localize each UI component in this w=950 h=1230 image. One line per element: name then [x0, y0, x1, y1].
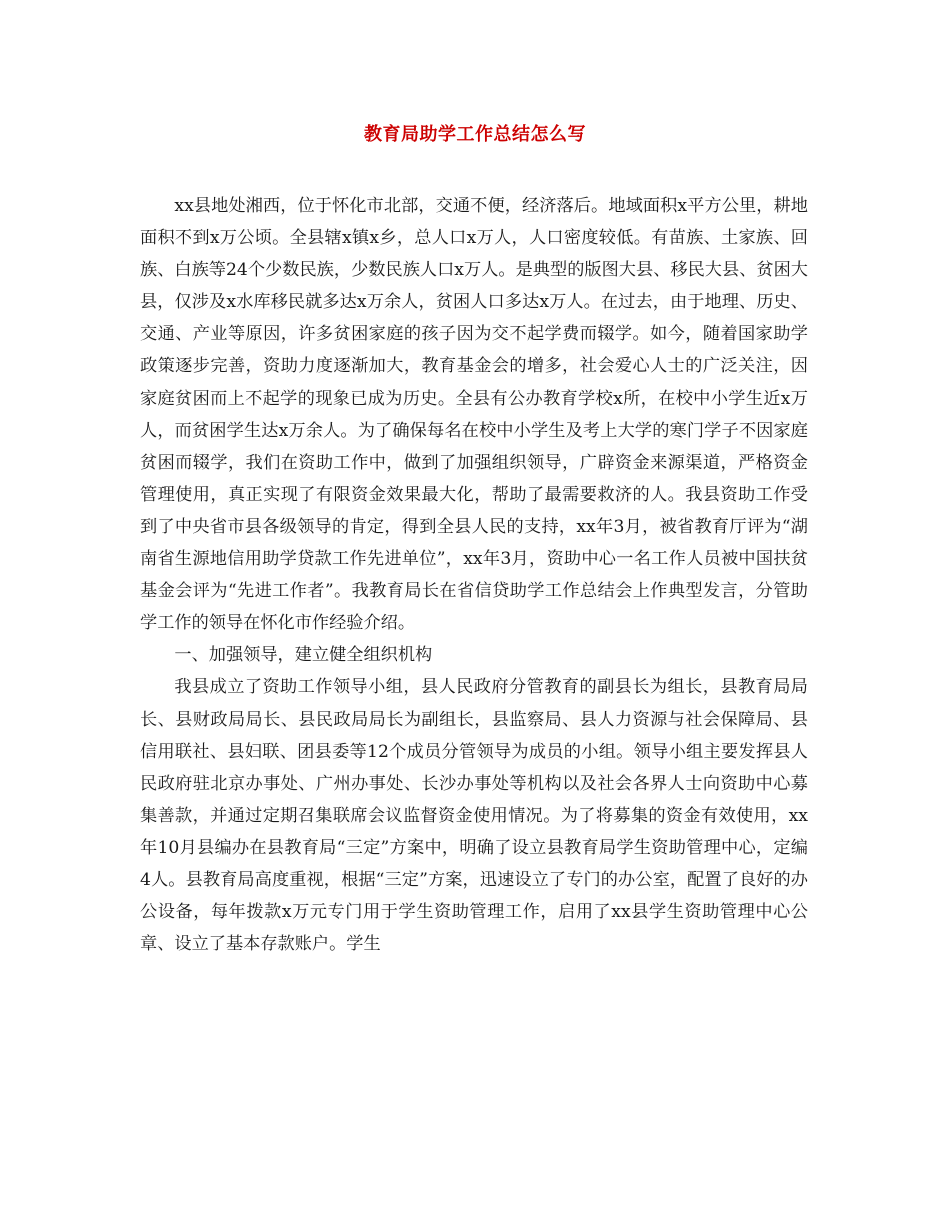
body-paragraph-intro: xx县地处湘西，位于怀化市北部，交通不便，经济落后。地域面积x平方公里，耕地面积不到x万公顷。全县辖x镇x乡，总人口x万人，人口密度较低。有苗族、土家族、回族、白族等24个少数民族，少数民族人口x万人。是典型的版图大县、移民大县、贫困大县，仅涉及x水库移民就多达x万余人，贫困人口多达x万人。在过去，由于地理、历史、交通、产业等原因，许多贫困家庭的孩子因为交不起学费而辍学。如今，随着国家助学政策逐步完善，资助力度逐渐加大，教育基金会的增多，社会爱心人士的广泛关注，因家庭贫困而上不起学的现象已成为历史。全县有公办教育学校x所，在校中小学生近x万人，而贫困学生达x万余人。为了确保每名在校中小学生及考上大学的寒门学子不因家庭贫困而辍学，我们在资助工作中，做到了加强组织领导，广辟资金来源渠道，严格资金管理使用，真正实现了有限资金效果最大化，帮助了最需要救济的人。我县资助工作受到了中央省市县各级领导的肯定，得到全县人民的支持，xx年3月，被省教育厅评为“湖南省生源地信用助学贷款工作先进单位”，xx年3月，资助中心一名工作人员被中国扶贫基金会评为“先进工作者”。我教育局长在省信贷助学工作总结会上作典型发言，分管助学工作的领导在怀化市作经验介绍。 [140, 196, 808, 634]
section-heading-1: 一、加强领导，建立健全组织机构 [174, 645, 433, 666]
document-title: 教育局助学工作总结怎么写 [364, 124, 586, 145]
document-body [140, 190, 808, 960]
body-paragraph-section-1: 我县成立了资助工作领导小组，县人民政府分管教育的副县长为组长，县教育局局长、县财政局局长、县民政局局长为副组长，县监察局、县人力资源与社会保障局、县信用联社、县妇联、团县委等12个成员分管领导为成员的小组。领导小组主要发挥县人民政府驻北京办事处、广州办事处、长沙办事处等机构以及社会各界人士向资助中心募集善款，并通过定期召集联席会议监督资金使用情况。为了将募集的资金有效使用，xx年10月县编办在县教育局“三定”方案中，明确了设立县教育局学生资助管理中心，定编4人。县教育局高度重视，根据“三定”方案，迅速设立了专门的办公室，配置了良好的办公设备，每年拨款x万元专门用于学生资助管理工作，启用了xx县学生资助管理中心公章、设立了基本存款账户。学生 [140, 677, 808, 955]
